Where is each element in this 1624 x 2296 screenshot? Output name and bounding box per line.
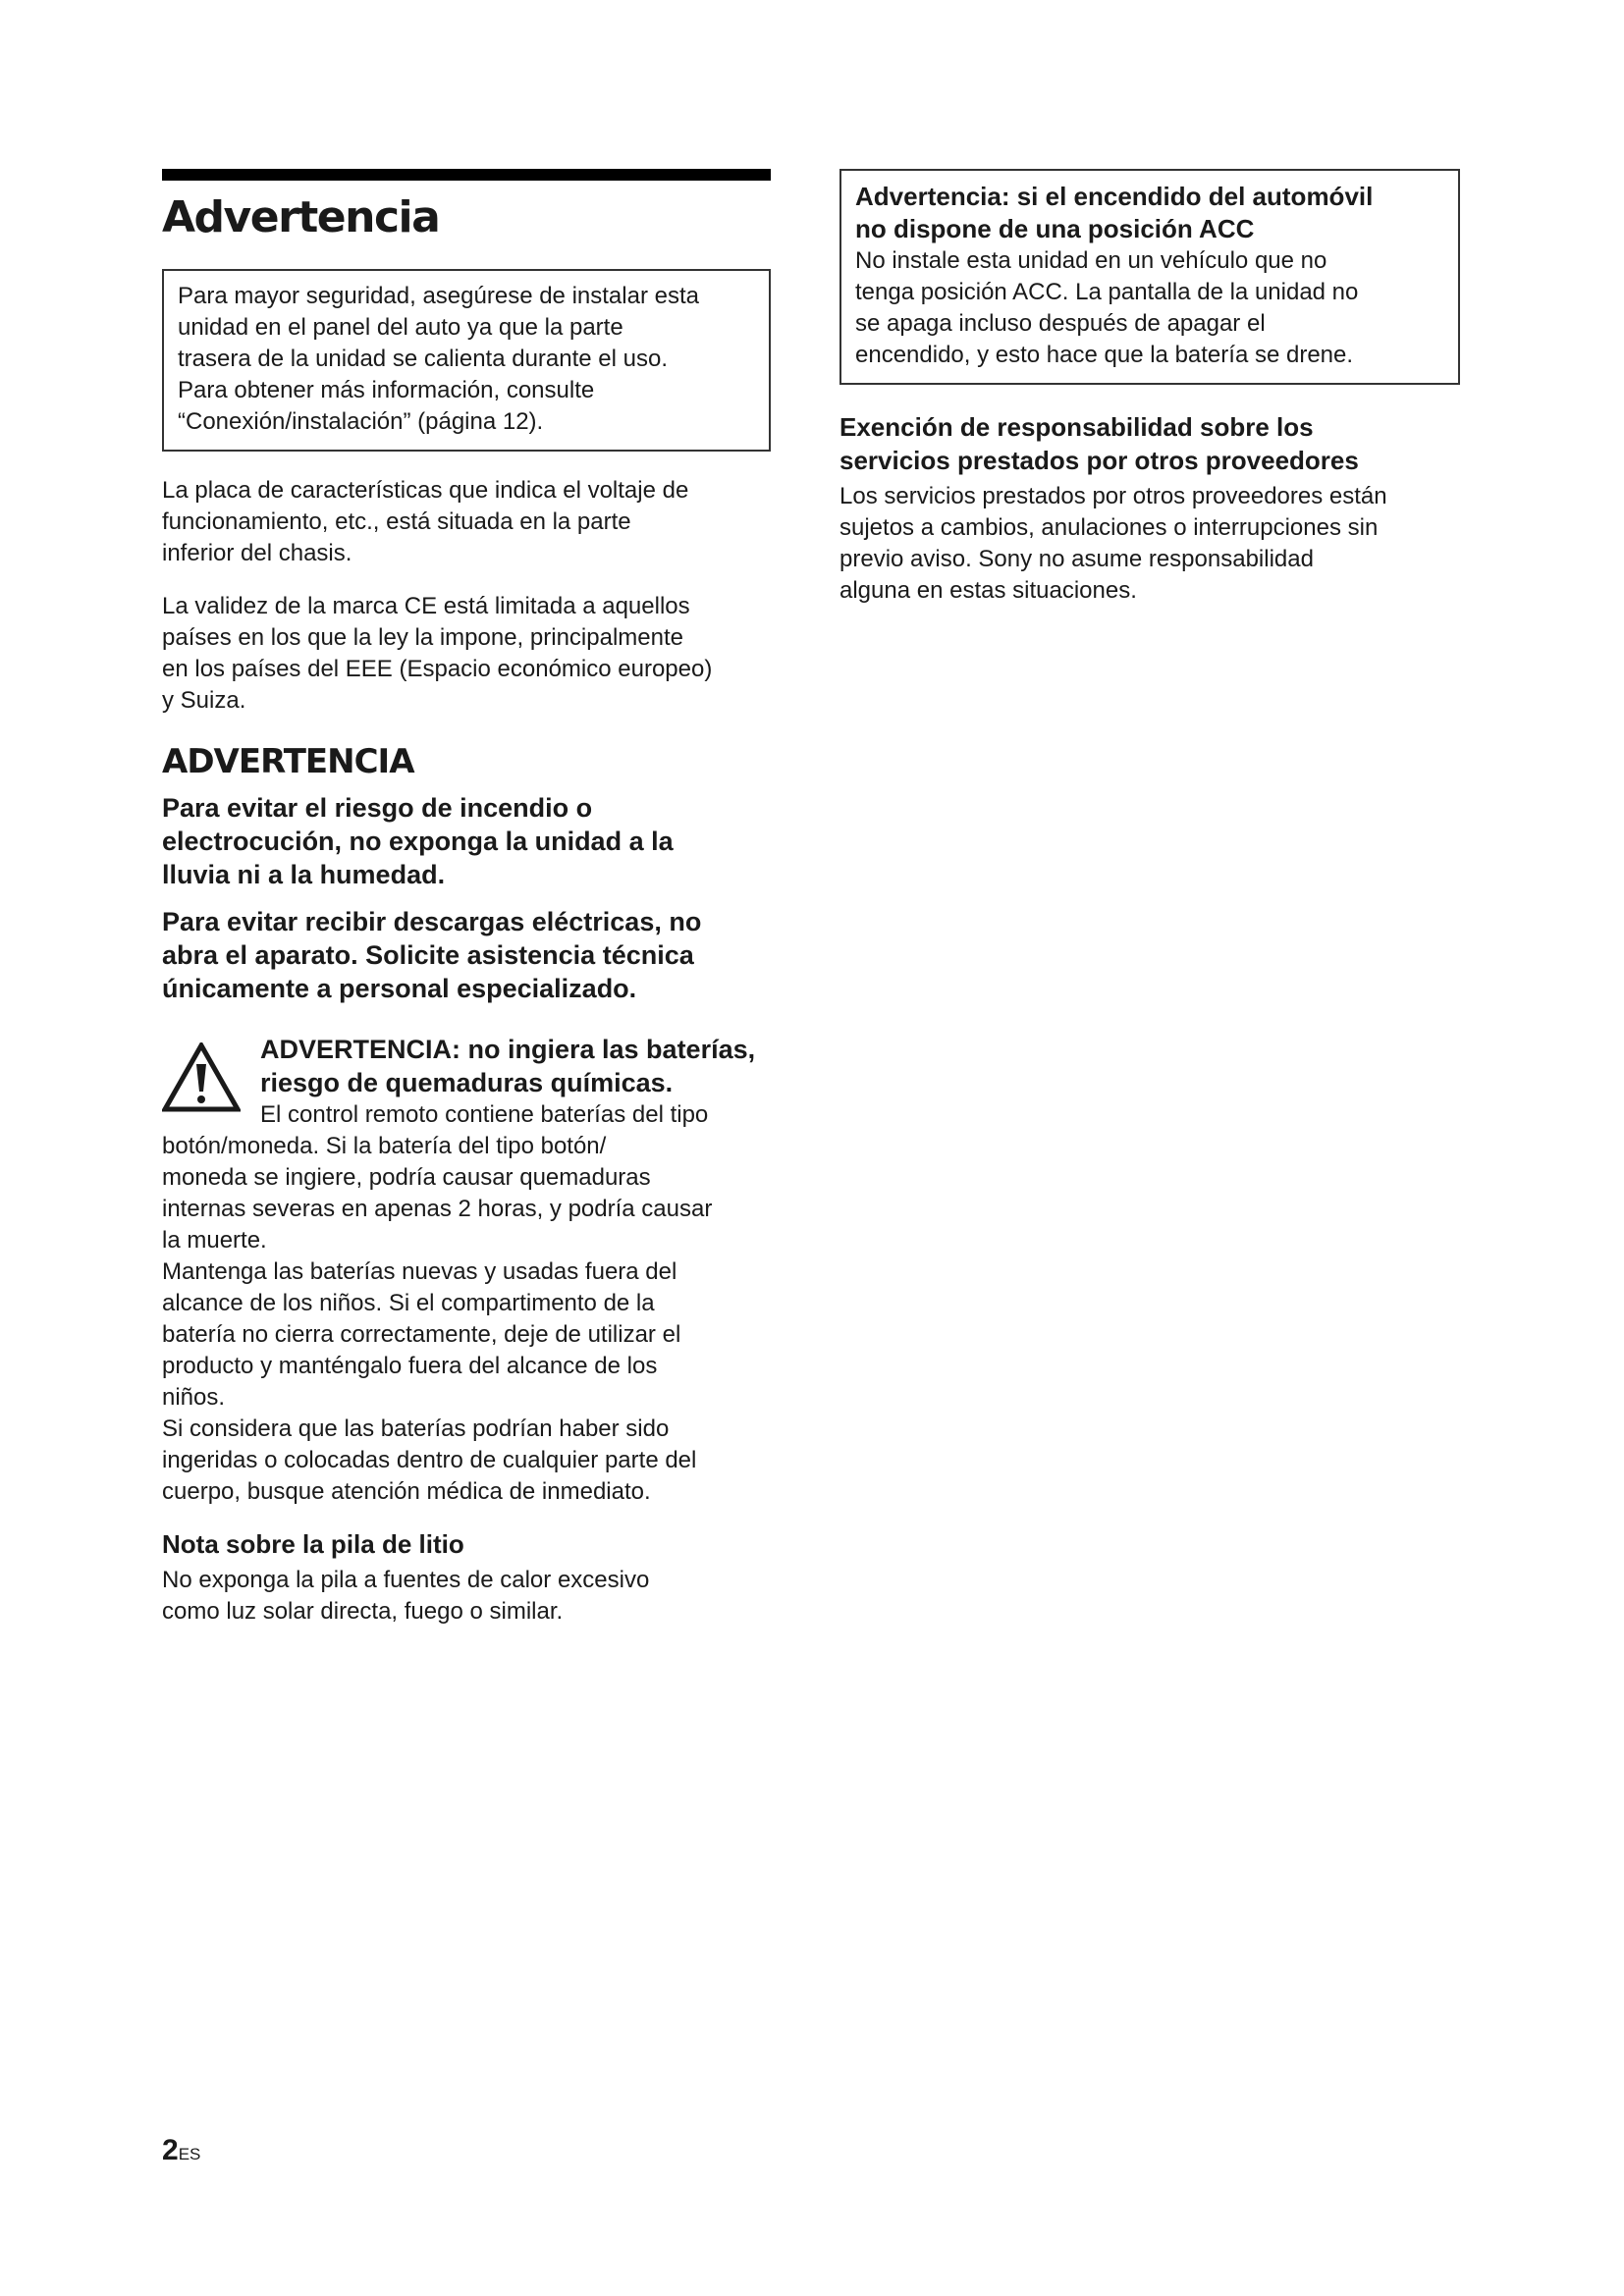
- text-line: en los países del EEE (Espacio económico europeo): [162, 656, 713, 683]
- text-line: ADVERTENCIA: no ingiera las baterías,: [260, 1035, 756, 1065]
- text-line: como luz solar directa, fuego o similar.: [162, 1598, 564, 1626]
- service-warning: [162, 905, 771, 1005]
- text-line: No instale esta unidad en un vehículo que no: [855, 247, 1327, 274]
- ce-mark-paragraph: [162, 591, 771, 717]
- text-line: inferior del chasis.: [162, 540, 352, 567]
- lithium-body: [162, 1565, 771, 1628]
- safety-box-line: unidad en el panel del auto ya que la parte: [178, 314, 623, 342]
- safety-box-line: Para mayor seguridad, asegúrese de instalar esta: [178, 283, 699, 310]
- warning-triangle-icon: [162, 1042, 241, 1113]
- text-line: funcionamiento, etc., está situada en la parte: [162, 508, 631, 536]
- text-line: La placa de características que indica el voltaje de: [162, 477, 689, 505]
- text-line: únicamente a personal especializado.: [162, 974, 637, 1004]
- page-number-value: 2: [162, 2134, 179, 2166]
- lithium-heading: Nota sobre la pila de litio: [162, 1529, 464, 1560]
- caution-heading: [260, 1033, 771, 1099]
- safety-box-line: trasera de la unidad se calienta durante el uso.: [178, 346, 668, 373]
- safety-box-line: Para obtener más información, consulte: [178, 377, 595, 404]
- page-language-suffix: ES: [178, 2145, 201, 2163]
- battery-caution: [162, 1033, 771, 1508]
- text-line: Si considera que las baterías podrían haber sido: [162, 1415, 670, 1443]
- text-line: abra el aparato. Solicite asistencia técnica: [162, 940, 694, 971]
- text-line: moneda se ingiere, podría causar quemaduras: [162, 1164, 651, 1192]
- text-line: Para evitar el riesgo de incendio o: [162, 793, 593, 824]
- text-line: cuerpo, busque atención médica de inmediato.: [162, 1478, 651, 1506]
- text-line: Mantenga las baterías nuevas y usadas fuera del: [162, 1258, 677, 1286]
- text-line: sujetos a cambios, anulaciones o interrupciones sin: [839, 514, 1379, 541]
- text-line: no dispone de una posición ACC: [855, 214, 1255, 243]
- text-line: No exponga la pila a fuentes de calor excesivo: [162, 1567, 650, 1594]
- text-line: alguna en estas situaciones.: [839, 577, 1137, 604]
- acc-heading: [855, 181, 1444, 245]
- text-line: y Suiza.: [162, 687, 246, 715]
- text-line: Para evitar recibir descargas eléctricas, no: [162, 907, 702, 937]
- fire-shock-warning: [162, 791, 771, 891]
- text-line: alcance de los niños. Si el compartimento de la: [162, 1290, 655, 1317]
- text-line: Los servicios prestados por otros proveedores están: [839, 483, 1387, 509]
- text-line: servicios prestados por otros proveedores: [839, 446, 1359, 475]
- text-line: países en los que la ley la impone, principalmente: [162, 624, 683, 652]
- safety-box-line: “Conexión/instalación” (página 12).: [178, 408, 544, 436]
- text-line: niños.: [162, 1384, 226, 1412]
- right-column: [839, 169, 1460, 607]
- rating-plate-paragraph: [162, 475, 771, 569]
- text-line: ingeridas o colocadas dentro de cualquier parte del: [162, 1447, 697, 1474]
- title-rule: [162, 169, 771, 181]
- left-column: [162, 169, 771, 1628]
- text-line: electrocución, no exponga la unidad a la: [162, 827, 674, 857]
- disclaimer-body: [839, 481, 1460, 607]
- text-line: La validez de la marca CE está limitada a aquellos: [162, 593, 690, 620]
- text-line: Advertencia: si el encendido del automóvil: [855, 182, 1374, 211]
- caution-body: [162, 1131, 771, 1508]
- text-line: tenga posición ACC. La pantalla de la unidad no: [855, 279, 1359, 305]
- text-line: encendido, y esto hace que la batería se drene.: [855, 342, 1354, 368]
- warning-heading: ADVERTENCIA: [162, 742, 414, 782]
- text-line: internas severas en apenas 2 horas, y podría causar: [162, 1196, 713, 1223]
- text-line: batería no cierra correctamente, deje de utilizar el: [162, 1321, 681, 1349]
- acc-warning-box: [839, 169, 1460, 385]
- page-title: Advertencia: [162, 192, 440, 242]
- safety-box: [162, 269, 771, 452]
- text-line: lluvia ni a la humedad.: [162, 860, 446, 890]
- text-line: riesgo de quemaduras químicas.: [260, 1068, 674, 1098]
- text-line: producto y manténgalo fuera del alcance de los: [162, 1353, 658, 1380]
- text-line: Exención de responsabilidad sobre los: [839, 412, 1314, 442]
- text-line: se apaga incluso después de apagar el: [855, 310, 1266, 337]
- text-line: botón/moneda. Si la batería del tipo botón/: [162, 1133, 607, 1160]
- text-line: El control remoto contiene baterías del tipo: [260, 1101, 709, 1129]
- text-line: la muerte.: [162, 1227, 267, 1255]
- disclaimer-heading: [839, 410, 1460, 477]
- page-number: [162, 2134, 200, 2167]
- text-line: previo aviso. Sony no asume responsabilidad: [839, 546, 1314, 572]
